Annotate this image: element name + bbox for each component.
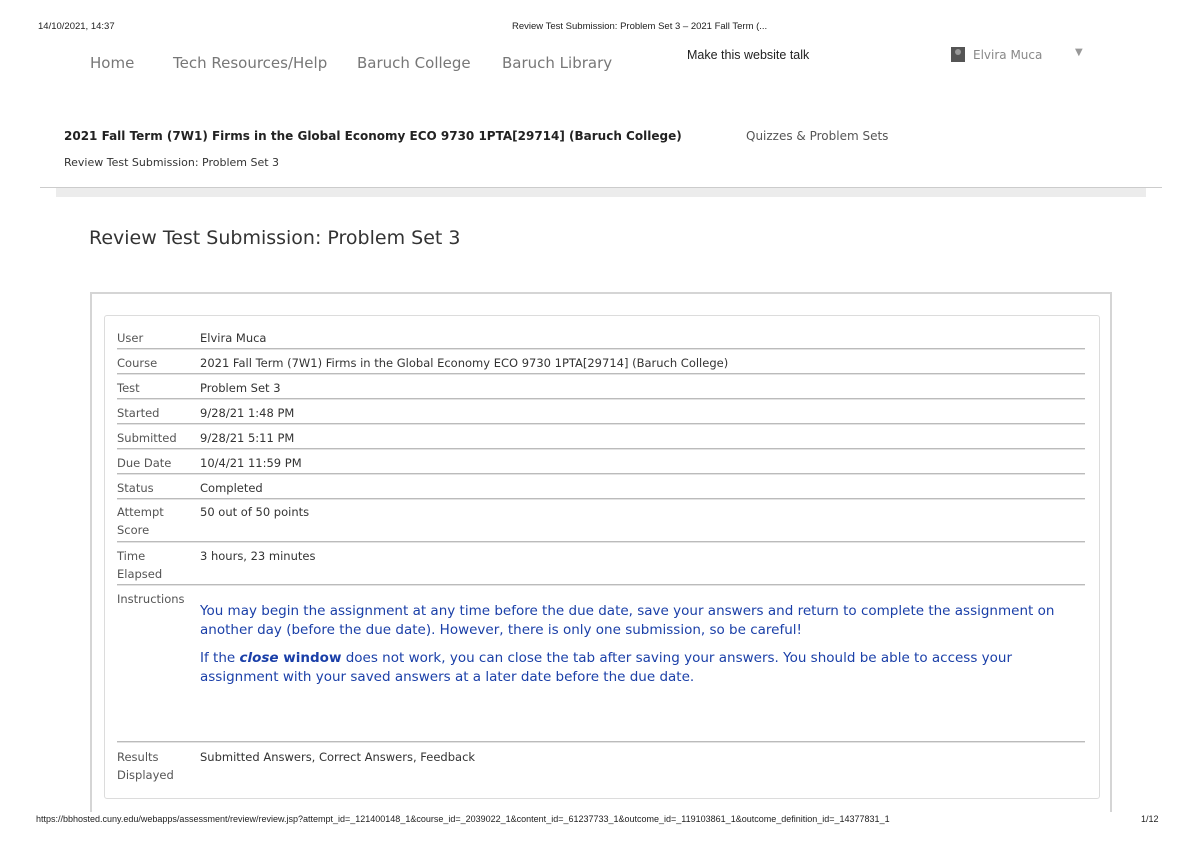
label-course: Course [117,356,158,370]
page-title: Review Test Submission: Problem Set 3 [89,227,461,249]
row-divider [117,584,1085,586]
instr-prefix: If the [200,650,240,666]
value-user: Elvira Muca [200,331,267,345]
print-url: https://bbhosted.cuny.edu/webapps/assessment/review/review.jsp?attempt_id=_121400148_1&course_id=_2039022_1&content_id=_61237733_1&outcome_id=_119103861_1&outcome_definition_id=_14377831_1 [36,814,890,824]
value-attempt-score: 50 out of 50 points [200,505,310,519]
label-time-elapsed [117,547,195,583]
label-due-date: Due Date [117,456,172,470]
user-avatar-icon[interactable] [951,47,965,62]
chevron-down-icon[interactable]: ▼ [1075,47,1083,58]
nav-tech-resources[interactable]: Tech Resources/Help [173,54,328,72]
label-started: Started [117,406,160,420]
row-divider [117,473,1085,475]
value-due-date: 10/4/21 11:59 PM [200,456,302,470]
value-test: Problem Set 3 [200,381,281,395]
label-results-line1: Results [117,750,159,764]
print-datetime: 14/10/2021, 14:37 [38,21,115,32]
row-divider [117,498,1085,500]
label-attempt-line1: Attempt [117,505,164,519]
value-time-elapsed: 3 hours, 23 minutes [200,549,316,563]
label-attempt-line2: Score [117,523,150,537]
header-shadow [56,188,1146,197]
label-results-displayed [117,748,195,784]
value-submitted: 9/28/21 5:11 PM [200,431,295,445]
nav-baruch-library[interactable]: Baruch Library [502,54,613,72]
value-status: Completed [200,481,263,495]
label-elapsed-line1: Time [117,549,146,563]
nav-baruch-college[interactable]: Baruch College [357,54,471,72]
row-divider [117,423,1085,425]
make-website-talk-button[interactable]: Make this website talk [687,48,810,62]
course-title[interactable]: 2021 Fall Term (7W1) Firms in the Global Economy ECO 9730 1PTA[29714] (Baruch College) [64,129,682,143]
user-menu-name[interactable]: Elvira Muca [973,48,1043,62]
label-user: User [117,331,144,345]
instr-window-emphasis: window [278,650,342,666]
row-divider [117,348,1085,350]
breadcrumb: Review Test Submission: Problem Set 3 [64,156,280,169]
print-page-number: 1/12 [1141,814,1159,824]
row-divider [117,373,1085,375]
instructions-paragraph-2 [200,649,1080,687]
row-divider [117,541,1085,543]
row-divider [117,741,1085,743]
print-doc-title: Review Test Submission: Problem Set 3 – 2021 Fall Term (... [512,21,768,32]
label-status: Status [117,481,154,495]
section-quizzes-link[interactable]: Quizzes & Problem Sets [746,129,889,143]
row-divider [117,448,1085,450]
label-test: Test [117,381,140,395]
label-attempt-score [117,503,195,539]
value-results-displayed: Submitted Answers, Correct Answers, Feedback [200,750,476,764]
instructions-text [200,602,1080,687]
label-submitted: Submitted [117,431,177,445]
instructions-paragraph-1: You may begin the assignment at any time before the due date, save your answers and return to complete the assignment on another day (before the due date). However, there is only one submission, so be careful! [200,603,1055,638]
value-started: 9/28/21 1:48 PM [200,406,295,420]
instr-close-emphasis: close [239,650,279,666]
nav-home[interactable]: Home [90,54,135,72]
label-elapsed-line2: Elapsed [117,567,163,581]
label-instructions: Instructions [117,592,185,606]
row-divider [117,398,1085,400]
instr-suffix: does not work, you can close the tab after saving your answers. You should be able to access your assignment with your saved answers at a later date before the due date. [200,650,1013,685]
label-results-line2: Displayed [117,768,174,782]
value-course: 2021 Fall Term (7W1) Firms in the Global Economy ECO 9730 1PTA[29714] (Baruch College) [200,356,729,370]
